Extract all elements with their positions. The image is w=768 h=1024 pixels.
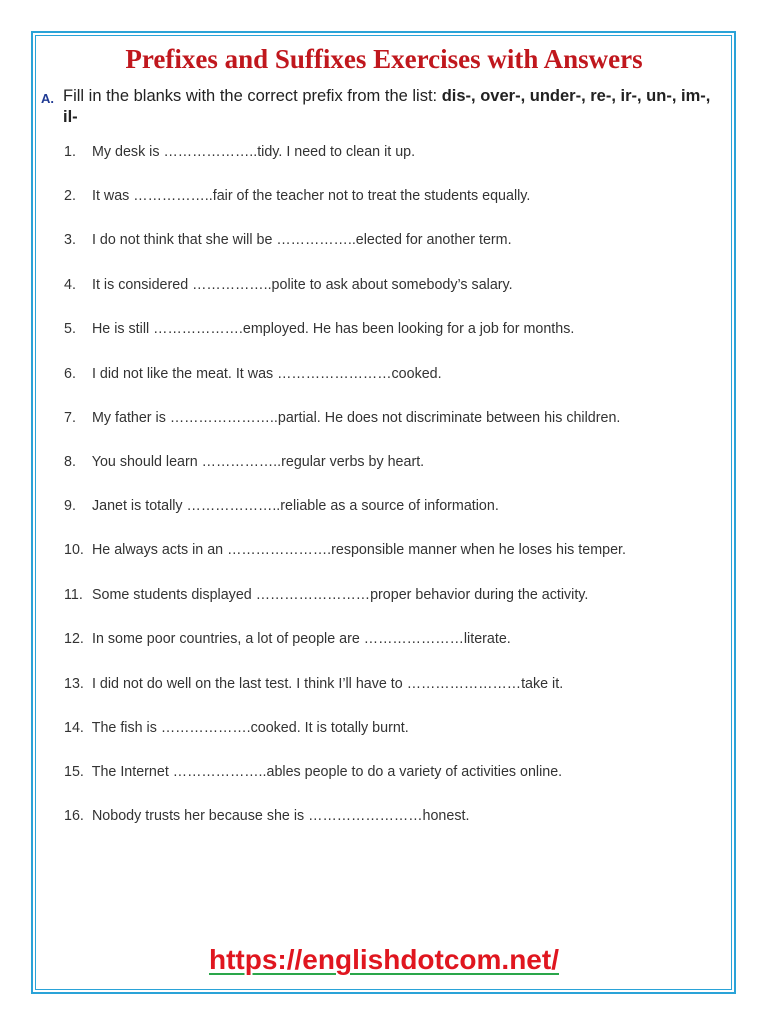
item-text: The Internet ………………..ables people to do a variety of activities online. [91,764,563,780]
item-text: Some students displayed ……………………proper behavior during the activity. [91,587,589,603]
item-text: My desk is ………………..tidy. I need to clean it up. [91,144,416,160]
exercise-item [64,188,530,204]
item-text: Janet is totally ………………..reliable as a source of information. [91,498,499,514]
exercise-item [64,454,424,470]
exercise-item [64,542,626,558]
item-number: 12. [64,631,84,647]
exercise-item [64,764,562,780]
item-text: In some poor countries, a lot of people are …………………literate. [91,631,511,647]
item-text: The fish is ……………….cooked. It is totally burnt. [91,720,409,736]
exercise-item [64,232,512,248]
item-number: 4. [64,277,76,293]
page-title: Prefixes and Suffixes Exercises with Answers [125,44,643,74]
item-text: I do not think that she will be ……………..elected for another term. [91,232,512,248]
item-number: 15. [64,764,84,780]
item-number: 7. [64,410,76,426]
item-number: 11. [64,587,83,603]
exercise-item [64,587,588,603]
exercise-item [64,366,442,382]
item-text: Nobody trusts her because she is ……………………honest. [91,808,470,824]
item-number: 3. [64,232,76,248]
item-number: 6. [64,366,76,382]
item-number: 5. [64,321,76,337]
item-text: My father is …………………..partial. He does not discriminate between his children. [91,410,621,426]
item-number: 13. [64,676,84,692]
item-number: 1. [64,144,76,160]
item-text: I did not do well on the last test. I think I’ll have to ……………………take it. [91,676,564,692]
item-text: I did not like the meat. It was ……………………cooked. [91,366,442,382]
item-number: 16. [64,808,84,824]
item-number: 9. [64,498,76,514]
item-text: You should learn ……………..regular verbs by heart. [91,454,425,470]
exercise-item [64,410,620,426]
section-letter: A. [41,91,54,106]
exercise-item [64,808,469,824]
exercise-item [64,720,409,736]
item-text: He is still ……………….employed. He has been looking for a job for months. [91,321,575,337]
item-number: 10. [64,542,84,558]
item-number: 8. [64,454,76,470]
exercise-item [64,676,563,692]
section-instruction [63,86,723,128]
website-link[interactable]: https://englishdotcom.net/ [209,944,559,975]
item-text: He always acts in an ………………….responsible manner when he loses his temper. [91,542,626,558]
item-number: 2. [64,188,76,204]
item-text: It is considered ……………..polite to ask about somebody’s salary. [91,277,513,293]
prefix-list: dis-, over-, under-, re-, ir-, un-, im-, il- [63,87,711,126]
exercise-item [64,144,415,160]
exercise-item [64,498,499,514]
item-number: 14. [64,720,84,736]
instruction-text: Fill in the blanks with the correct prefix from the list: [63,87,442,105]
exercise-item [64,321,574,337]
exercise-item [64,277,513,293]
exercise-item [64,631,511,647]
item-text: It was ……………..fair of the teacher not to treat the students equally. [91,188,531,204]
